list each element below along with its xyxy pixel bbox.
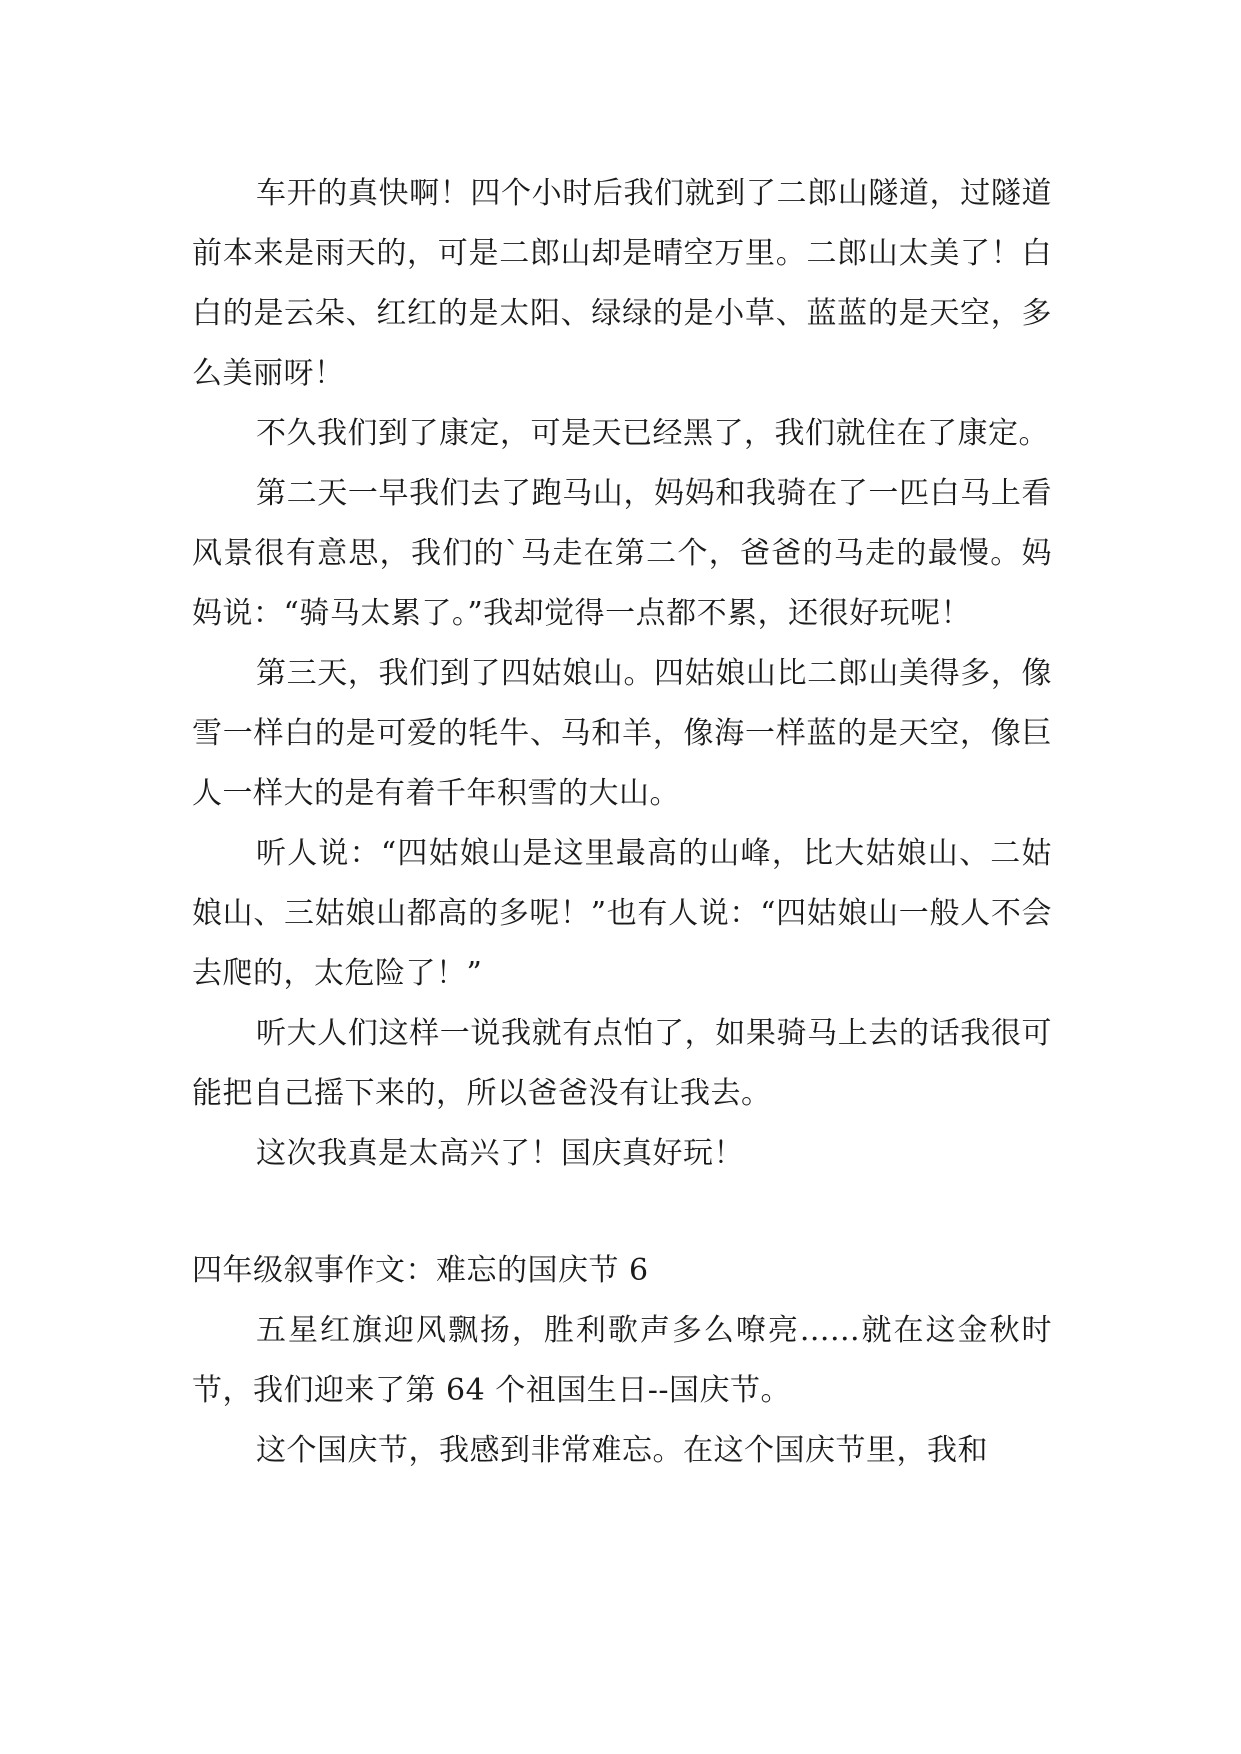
paragraph: 这次我真是太高兴了！国庆真好玩！ — [256, 1136, 744, 1171]
paragraph: 第三天，我们到了四姑娘山。四姑娘山比二郎山美得多，像雪一样白的是可爱的牦牛、马和羊，像海一样蓝的是天空，像巨人一样大的是有着千年积雪的大山。 — [192, 656, 1052, 811]
paragraph: 五星红旗迎风飘扬，胜利歌声多么嘹亮......就在这金秋时节，我们迎来了第 64 个祖国生日--国庆节。 — [192, 1313, 1052, 1408]
document-page — [192, 164, 1052, 1481]
paragraph: 听人说：“四姑娘山是这里最高的山峰，比大姑娘山、二姑娘山、三姑娘山都高的多呢！”也有人说：“四姑娘山一般人不会去爬的，太危险了！” — [192, 836, 1052, 991]
paragraph: 听大人们这样一说我就有点怕了，如果骑马上去的话我很可能把自己摇下来的，所以爸爸没有让我去。 — [192, 1016, 1052, 1111]
paragraph: 这个国庆节，我感到非常难忘。在这个国庆节里，我和 — [256, 1433, 988, 1468]
paragraph: 车开的真快啊！四个小时后我们就到了二郎山隧道，过隧道前本来是雨天的，可是二郎山却是晴空万里。二郎山太美了！白白的是云朵、红红的是太阳、绿绿的是小草、蓝蓝的是天空，多么美丽呀！ — [192, 176, 1052, 391]
paragraph: 不久我们到了康定，可是天已经黑了，我们就住在了康定。 — [256, 416, 1049, 451]
section-heading: 四年级叙事作文：难忘的国庆节 6 — [192, 1253, 649, 1288]
paragraph: 第二天一早我们去了跑马山，妈妈和我骑在了一匹白马上看风景很有意思，我们的`马走在第二个，爸爸的马走的最慢。妈妈说：“骑马太累了。”我却觉得一点都不累，还很好玩呢！ — [192, 476, 1052, 631]
